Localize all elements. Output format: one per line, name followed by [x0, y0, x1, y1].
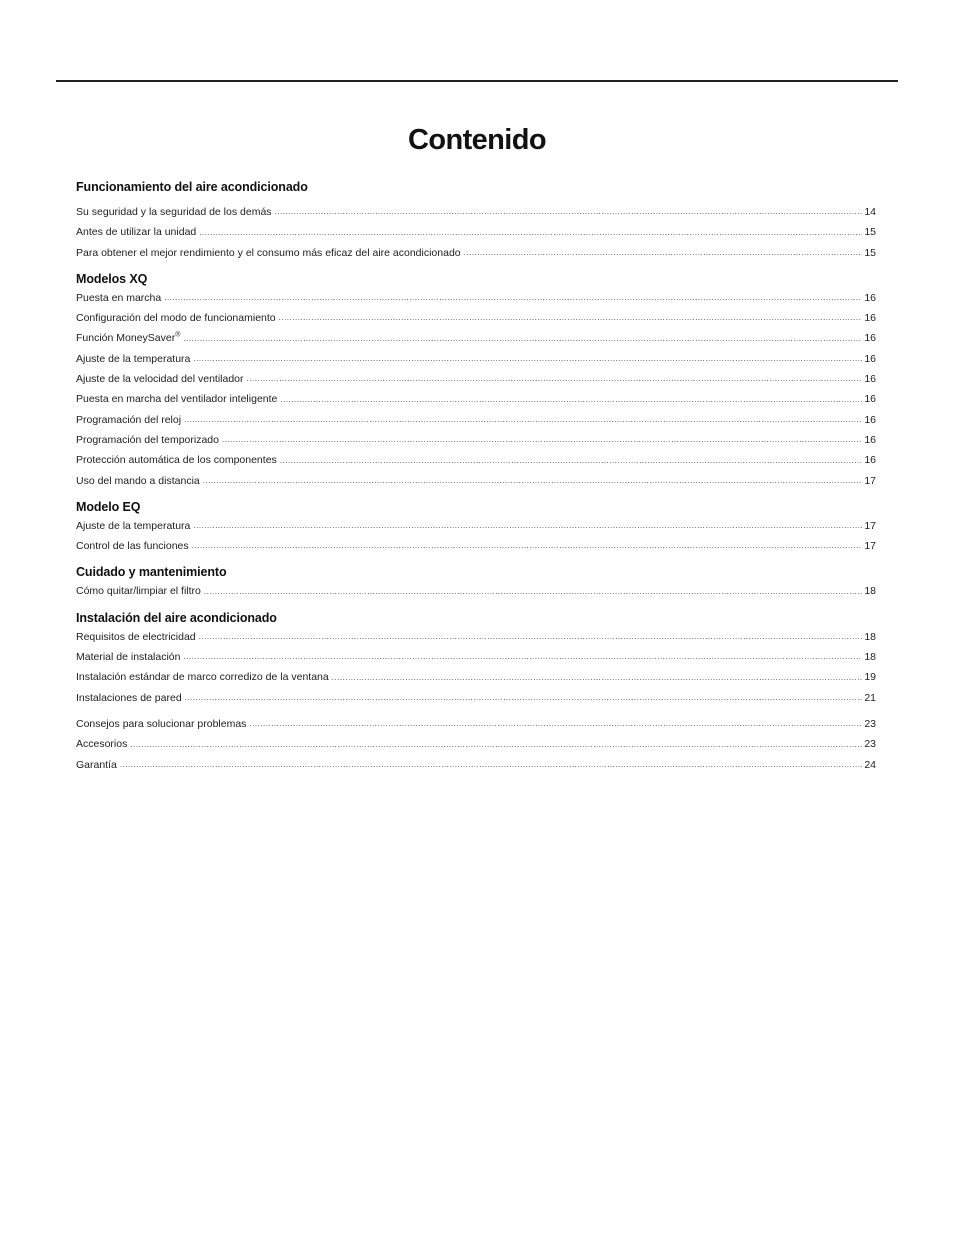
toc-entry-page-number: 16 [864, 352, 876, 365]
toc-entry[interactable] [76, 349, 876, 369]
toc-entry[interactable] [76, 516, 876, 536]
toc-entry[interactable] [76, 581, 876, 601]
table-of-contents [76, 178, 876, 775]
toc-entry-label [76, 647, 180, 667]
toc-entry-page-number: 16 [864, 332, 876, 345]
toc-entry[interactable] [76, 536, 876, 556]
toc-entry-label [76, 714, 246, 734]
toc-entry-label-text: Requisitos de electricidad [76, 630, 196, 643]
toc-entry-label [76, 536, 189, 556]
dot-leader [275, 202, 862, 222]
toc-entry-label [76, 308, 276, 328]
toc-entry-label [76, 627, 196, 647]
dot-leader [193, 349, 862, 369]
dot-leader [192, 536, 862, 556]
toc-entry-label [76, 734, 127, 754]
toc-entry-label [76, 288, 161, 308]
toc-entry-label-text: Puesta en marcha [76, 291, 162, 304]
toc-entry-page-number: 16 [864, 373, 876, 386]
toc-entry[interactable] [76, 667, 876, 687]
toc-entry-label-text: Antes de utilizar la unidad [76, 226, 197, 239]
toc-entry-label-text: Instalaciones de pared [76, 691, 182, 704]
toc-entry-page-number: 16 [864, 393, 876, 406]
toc-entry-page-number: 16 [864, 433, 876, 446]
toc-entry-list [76, 202, 876, 263]
toc-entry[interactable] [76, 647, 876, 667]
dot-leader [332, 668, 862, 688]
toc-entry-label-text: Para obtener el mejor rendimiento y el consumo más eficaz del aire acondicionado [76, 246, 461, 259]
toc-section [76, 270, 876, 491]
toc-entry-page-number: 14 [864, 206, 876, 218]
toc-entry-label-text: Cómo quitar/limpiar el filtro [76, 585, 201, 598]
dot-leader [183, 647, 862, 667]
dot-leader [183, 329, 862, 349]
toc-entry[interactable] [76, 222, 876, 242]
toc-entry-page-number: 17 [864, 519, 876, 532]
toc-section [76, 609, 876, 708]
toc-entry-label-text: Uso del mando a distancia [76, 474, 200, 487]
dot-leader [193, 516, 862, 536]
toc-entry-page-number: 17 [864, 474, 876, 487]
toc-entry-label [76, 243, 461, 263]
toc-entry-list [76, 581, 876, 601]
toc-section [76, 714, 876, 775]
toc-entry-label-text: Ajuste de la temperatura [76, 352, 191, 365]
toc-entry-page-number: 16 [864, 291, 876, 304]
section-heading: Modelo EQ [76, 499, 141, 514]
toc-entry-label-text: Puesta en marcha del ventilador inteligente [76, 393, 278, 406]
toc-entry-label-text: Programación del reloj [76, 413, 182, 426]
toc-entry-page-number: 18 [864, 585, 876, 598]
toc-entry-page-number: 18 [864, 630, 876, 643]
dot-leader [130, 735, 862, 755]
toc-entry-label-text: Accesorios [76, 738, 128, 751]
toc-entry-label-text: Material de instalación [76, 651, 181, 664]
toc-entry-list [76, 516, 876, 557]
section-heading: Cuidado y mantenimiento [76, 565, 227, 580]
toc-entry-label [76, 328, 180, 348]
page-title: Contenido [408, 124, 546, 156]
toc-entry-label [76, 450, 277, 470]
toc-entry-label-text: Configuración del modo de funcionamiento [76, 312, 276, 325]
dot-leader [120, 755, 862, 775]
section-heading: Modelos XQ [76, 271, 148, 286]
registered-trademark-mark: ® [175, 331, 181, 339]
toc-section [76, 498, 876, 557]
dot-leader [184, 410, 862, 430]
toc-entry-page-number: 15 [864, 226, 876, 239]
toc-entry-label-text: Consejos para solucionar problemas [76, 717, 247, 730]
toc-entry-label [76, 755, 117, 775]
dot-leader [247, 369, 862, 389]
toc-entry-page-number: 16 [864, 454, 876, 467]
toc-entry-page-number: 23 [864, 738, 876, 751]
toc-entry[interactable] [76, 714, 876, 734]
toc-entry-label [76, 369, 244, 389]
toc-entry-label [76, 202, 272, 222]
toc-entry[interactable] [76, 734, 876, 754]
toc-entry-page-number: 18 [864, 651, 876, 664]
toc-entry-page-number: 24 [864, 758, 876, 771]
toc-entry-label-text: Instalación estándar de marco corredizo de la ventana [76, 671, 329, 684]
toc-entry-label [76, 430, 219, 450]
dot-leader [199, 223, 862, 243]
toc-entry-list [76, 627, 876, 708]
toc-entry-label-text: Ajuste de la temperatura [76, 519, 191, 532]
toc-entry-page-number: 23 [864, 717, 876, 730]
toc-entry[interactable] [76, 471, 876, 491]
toc-entry-label-text: Función MoneySaver [76, 332, 176, 345]
dot-leader [280, 451, 862, 471]
toc-entry[interactable] [76, 308, 876, 328]
toc-entry-list [76, 714, 876, 775]
toc-entry[interactable] [76, 202, 876, 222]
dot-leader [279, 308, 862, 328]
toc-entry-label-text: Protección automática de los componentes [76, 454, 277, 467]
top-rule [56, 80, 898, 82]
toc-entry-page-number: 16 [864, 413, 876, 426]
toc-entry-list [76, 288, 876, 491]
toc-entry-page-number: 16 [864, 312, 876, 325]
toc-entry[interactable] [76, 369, 876, 389]
toc-entry-label-text: Programación del temporizado [76, 433, 219, 446]
toc-entry-page-number: 19 [864, 671, 876, 684]
toc-entry-page-number: 21 [864, 691, 876, 704]
toc-entry-label [76, 349, 190, 369]
toc-entry-label-text: Ajuste de la velocidad del ventilador [76, 373, 244, 386]
toc-entry-label [76, 516, 190, 536]
toc-entry-label [76, 410, 181, 430]
dot-leader [199, 627, 862, 647]
toc-entry[interactable] [76, 755, 876, 775]
toc-entry-label [76, 471, 200, 491]
toc-entry-label-text: Garantía [76, 758, 117, 771]
toc-entry-page-number: 15 [864, 246, 876, 259]
toc-entry[interactable] [76, 410, 876, 430]
dot-leader [203, 471, 862, 491]
dot-leader [204, 582, 862, 602]
dot-leader [280, 390, 862, 410]
toc-entry[interactable] [76, 328, 876, 348]
dot-leader [222, 430, 862, 450]
toc-entry[interactable] [76, 627, 876, 647]
toc-entry[interactable] [76, 389, 876, 409]
dot-leader [464, 243, 862, 263]
toc-entry-label-text: Control de las funciones [76, 540, 189, 553]
toc-entry[interactable] [76, 288, 876, 308]
section-heading: Funcionamiento del aire acondicionado [76, 180, 308, 194]
toc-entry-page-number: 17 [864, 540, 876, 553]
dot-leader [249, 714, 862, 734]
toc-entry-label-text: Su seguridad y la seguridad de los demás [76, 206, 272, 218]
toc-section [76, 178, 876, 263]
toc-entry[interactable] [76, 430, 876, 450]
toc-entry[interactable] [76, 450, 876, 470]
section-heading: Instalación del aire acondicionado [76, 610, 277, 625]
toc-entry-label [76, 688, 182, 708]
toc-entry-label [76, 581, 201, 601]
toc-entry-label [76, 389, 277, 409]
toc-entry-label [76, 667, 329, 687]
toc-section [76, 563, 876, 601]
toc-entry[interactable] [76, 243, 876, 263]
toc-entry[interactable] [76, 688, 876, 708]
dot-leader [185, 688, 862, 708]
dot-leader [164, 288, 862, 308]
toc-entry-label [76, 222, 196, 242]
